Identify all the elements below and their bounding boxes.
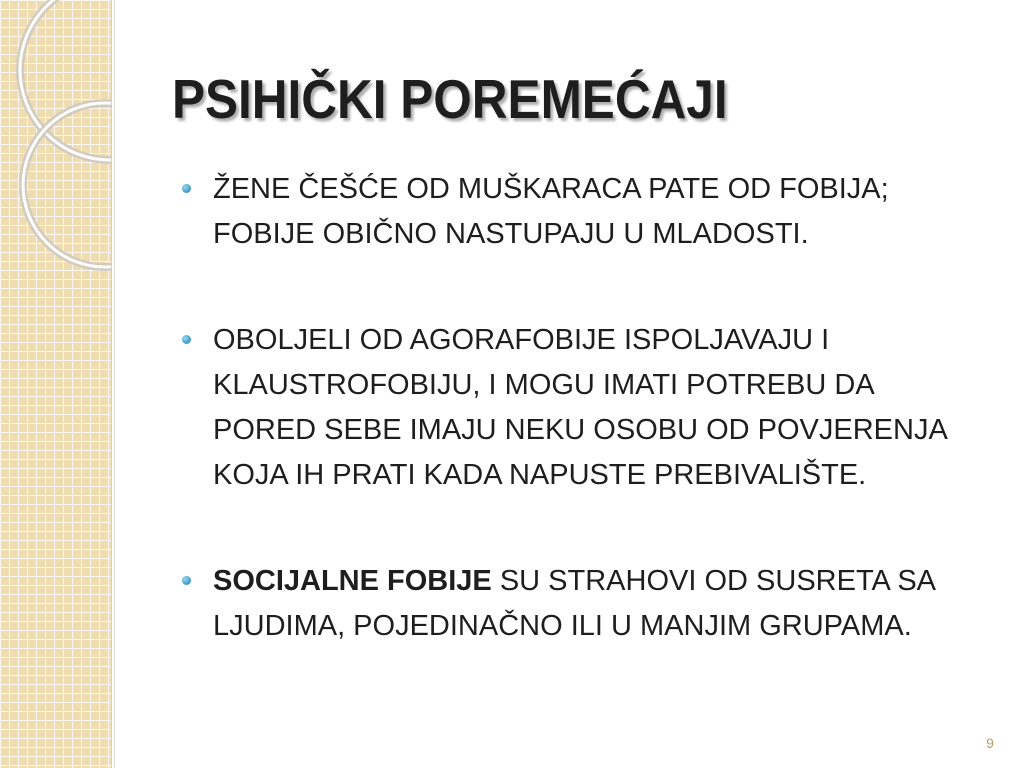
bullet-text: ŽENE ČEŠĆE OD MUŠKARACA PATE OD FOBIJA; FOBIJE OBIČNO NASTUPAJU U MLADOSTI. xyxy=(213,173,889,250)
bullet-text: OBOLJELI OD AGORAFOBIJE ISPOLJAVAJU I KLAUSTROFOBIJU, I MOGU IMATI POTREBU DA PORED SEBE IMAJU NEKU OSOBU OD POVJERENJA KOJA IH PRATI KADA NAPUSTE PREBIVALIŠTE. xyxy=(213,324,947,491)
decorative-rings-icon xyxy=(0,0,111,300)
bullet-text: SU STRAHOVI OD SUSRETA SA LJUDIMA, POJEDINAČNO ILI U MANJIM GRUPAMA. xyxy=(213,565,935,642)
slide-title-text: PSIHIČKI POREMEĆAJI xyxy=(172,68,728,130)
bullet-item xyxy=(213,167,973,257)
decorative-ring-upper-highlight xyxy=(20,0,111,160)
bullet-dot-icon xyxy=(182,184,191,193)
bullet-list xyxy=(213,167,973,710)
page-number: 9 xyxy=(986,735,994,751)
bullet-bold-term: SOCIJALNE FOBIJE xyxy=(213,565,492,597)
bullet-item xyxy=(213,318,973,498)
bullet-item xyxy=(213,559,973,649)
bullet-dot-icon xyxy=(182,576,191,585)
decorative-side-strip xyxy=(0,0,112,768)
bullet-dot-icon xyxy=(182,335,191,344)
slide-title xyxy=(172,64,789,134)
